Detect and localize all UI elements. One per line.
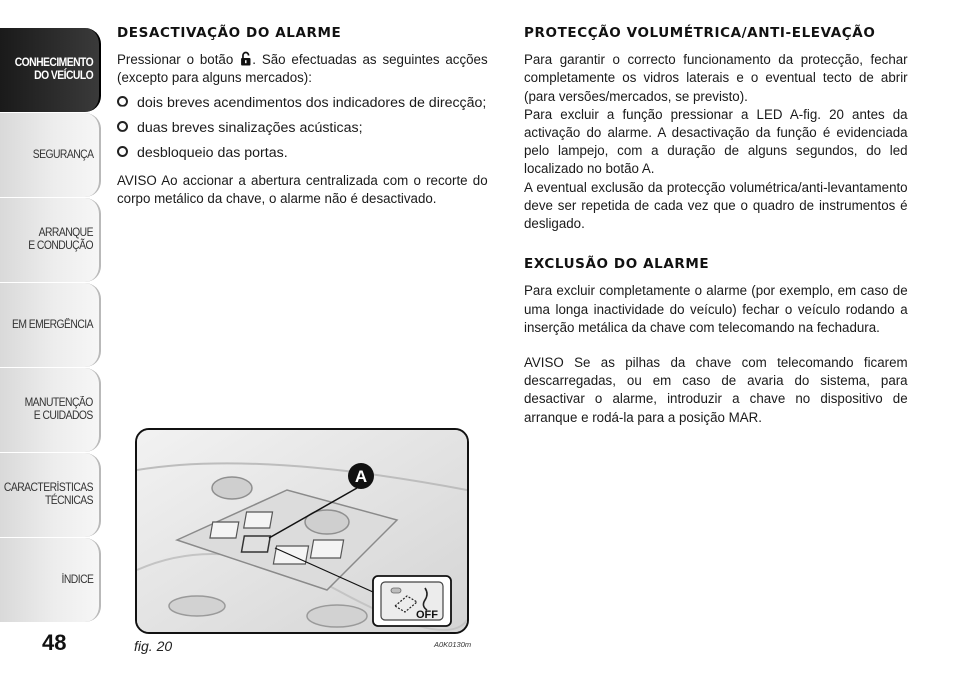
actions-list: [117, 94, 489, 163]
tab-label: MANUTENÇÃO E CUIDADOS: [24, 397, 93, 422]
circle-bullet-icon: [117, 146, 128, 157]
left-column: [117, 24, 489, 209]
tab-label: EM EMERGÊNCIA: [12, 318, 93, 331]
tab-label: ÍNDICE: [61, 573, 93, 586]
tab-conhecimento-do-veiculo[interactable]: [0, 28, 101, 112]
figure-code: A0K0130m: [434, 640, 472, 649]
tab-label: CONHECIMENTO DO VEÍCULO: [14, 57, 93, 82]
intro-text-start: Pressionar o botão: [117, 52, 240, 69]
section-tabs: [0, 28, 101, 623]
paragraph: Para excluir a função pressionar a LED A-fig. 20 antes da activação do alarme. A desactivação da função é evidenciada pelo lampejo, com a duração de alguns segundos, do led localizado no botão A.: [524, 106, 908, 178]
tab-arranque-e-conducao[interactable]: [0, 198, 101, 282]
section-heading-exclusao: EXCLUSÃO DO ALARME: [524, 256, 710, 273]
list-item-text: desbloqueio das portas.: [137, 145, 288, 162]
paragraph: A eventual exclusão da protecção volumétrica/anti-levantamento deve ser repetida de cada vez que o quadro de instrumentos é desligado.: [524, 179, 908, 233]
section-heading-desactivacao: DESACTIVAÇÃO DO ALARME: [117, 25, 342, 41]
list-item-text: duas breves sinalizações acústicas;: [137, 119, 363, 136]
list-item-text: dois breves acendimentos dos indicadores de direcção;: [137, 94, 487, 111]
right-column: [524, 24, 909, 427]
roof-console-illustration: [137, 430, 467, 632]
section-heading-proteccao: PROTECÇÃO VOLUMÉTRICA/ANTI-ELEVAÇÃO: [524, 25, 876, 41]
aviso-paragraph: AVISO Se as pilhas da chave com telecomando ficarem descarregadas, ou em caso de avaria do sistema, para desactivar o alarme, introduzir a chave no dispositivo de arranque e rodá-la para a posição MAR.: [524, 355, 908, 426]
intro-text-end: . São efectuadas as seguintes acções (excepto para alguns mercados):: [117, 52, 488, 87]
callout-a-label: A: [354, 467, 368, 486]
tab-seguranca[interactable]: [0, 113, 101, 197]
tab-indice[interactable]: [0, 538, 101, 622]
off-label: OFF: [416, 609, 438, 621]
figure-illustration: [135, 428, 469, 634]
tab-label: CARACTERÍSTICAS TÉCNICAS: [3, 482, 93, 507]
list-item: [117, 144, 489, 162]
tab-label: SEGURANÇA: [32, 148, 93, 161]
unlock-icon: [240, 51, 251, 66]
paragraph: Para garantir o correcto funcionamento da protecção, fechar completamente os vidros laterais e o eventual tecto de abrir (para versões/mercados, se previsto).: [524, 52, 908, 105]
intro-paragraph: [117, 51, 488, 87]
figure-caption: fig. 20: [134, 638, 173, 654]
paragraph: Para excluir completamente o alarme (por exemplo, em caso de uma longa inactividade do veículo) fechar o veículo rodando a inserção metálica da chave com telecomando na fechadura.: [524, 283, 908, 336]
tab-caracteristicas-tecnicas[interactable]: [0, 453, 101, 537]
aviso-paragraph: AVISO Ao accionar a abertura centralizada com o recorte do corpo metálico da chave, o alarme não é desactivado.: [117, 173, 488, 208]
tab-manutencao-e-cuidados[interactable]: [0, 368, 101, 452]
circle-bullet-icon: [117, 121, 128, 132]
tab-em-emergencia[interactable]: [0, 283, 101, 367]
list-item: [117, 94, 489, 112]
tab-label: ARRANQUE E CONDUÇÃO: [28, 227, 93, 252]
circle-bullet-icon: [117, 96, 128, 107]
list-item: [117, 119, 489, 137]
page-number: 48: [42, 630, 67, 655]
